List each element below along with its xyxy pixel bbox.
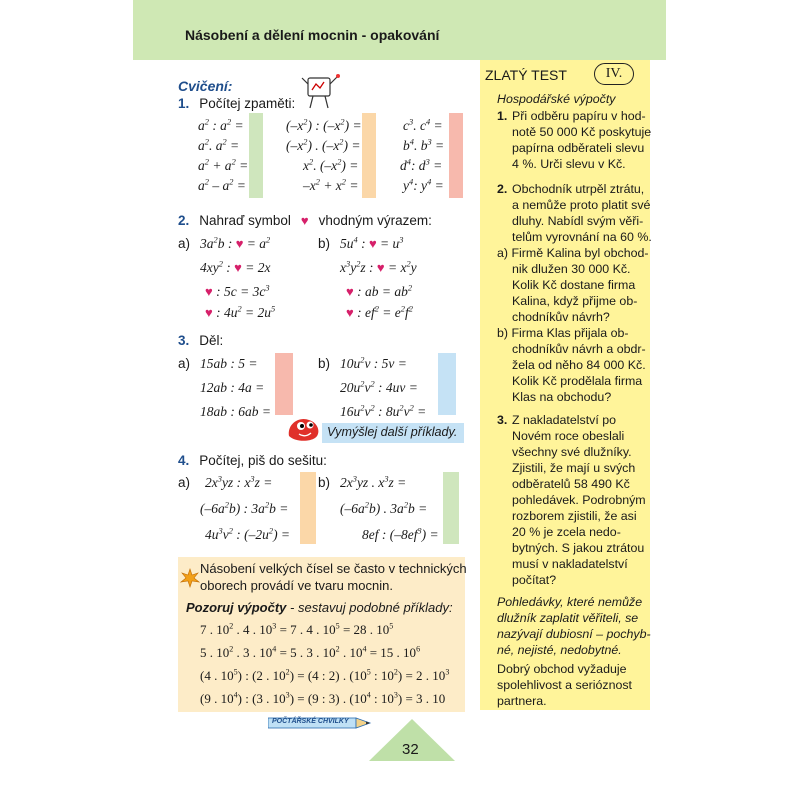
exercise-number: 3. [178, 333, 190, 348]
expression: $(-6a^2b)$ . $3a^2b$ = [340, 500, 428, 516]
red-creature-icon [285, 414, 325, 444]
answer-box-green [249, 113, 263, 198]
exercise-2-heading [178, 212, 432, 230]
answer-box-green [443, 472, 459, 544]
expression: $16u^2v^2$ : $8u^2v^2$ = [340, 403, 427, 419]
part-label-b: b) [318, 236, 331, 251]
expression: $-x^2 + x^2$ = [303, 177, 359, 193]
exercises-title: Cvičení: [178, 78, 233, 94]
question-3: Z nakladatelství po Novém roce obeslali všechny své dlužníky. Zjistili, že mají u svých odběratelů 58 490 Kč pohledávek. Podrobným rozborem zjistili, že asi 20 % je zcela nedo- bytných. S jakou ztrátou musí v nakladatelství počítat? [512, 413, 646, 587]
expression: $a^2 + a^2$ = [198, 157, 249, 173]
exercise-number: 2. [178, 213, 190, 228]
golden-subtitle: Hospodářské výpočty [497, 92, 616, 106]
expression: 15ab : 5 = [200, 356, 258, 371]
question-2a: a) Firmě Kalina byl obchod- nik dlužen 30 000 Kč. Kolik Kč dostane firma Kalina, když přijme ob- chodníkův návrh? [497, 246, 649, 324]
expression: $20u^2v^2$ : 4uv = [340, 379, 418, 395]
info-text: Násobení velkých čísel se často v technických [200, 561, 467, 576]
exercise-text: Počítej zpaměti: [199, 96, 296, 111]
expression: $b^4$. $b^3$ = [403, 137, 445, 153]
part-label-a: a) [178, 236, 191, 251]
exercise-number: 1. [178, 96, 190, 111]
calc-line: (4 . $10^5$) : (2 . $10^2) = (4$ : 2) . ($10^5$ : $10^2) = 2$ . $10^3$ [200, 667, 450, 683]
golden-note: Pohledávky, které nemůže dlužník zaplatit věřiteli, se nazývají dubiosní – pochyb- né, nejisté, nedobytné. [497, 595, 651, 657]
golden-test-roman: IV. [594, 63, 634, 85]
calc-line: 7 . $10^2$ . 4 . $10^3 = 7$ . 4 . $10^5 = 28$ . $10^5$ [200, 621, 394, 637]
expression: $2x^3yz$ . $x^3z$ = [340, 474, 407, 490]
expression: $d^4$: $d^3$ = [400, 157, 443, 173]
expression: ♥ : $ef^2 = e^2f^2$ [346, 304, 413, 320]
page-title: Násobení a dělení mocnin - opakování [185, 27, 440, 43]
expression: $5u^4$ : ♥ = $u^3$ [340, 235, 404, 251]
star-burst-icon [180, 568, 200, 588]
expression: ♥ : $5c = 3c^3$ [205, 283, 270, 299]
part-label-b: b) [318, 356, 331, 371]
expression: $a^2$. $a^2$ = [198, 137, 240, 153]
expression: $x^2$. $(-x^2)$ = [303, 157, 359, 173]
observe-heading [186, 600, 453, 615]
expression: $x^3y^2z$ : ♥ = $x^2y$ [340, 259, 417, 275]
exercise-text: Nahraď symbol [199, 213, 291, 228]
expression: $4xy^2$ : ♥ = 2x [200, 259, 271, 275]
expression: $(-x^2)$ : $(-x^2)$ = [286, 117, 362, 133]
expression: 18ab : 6ab = [200, 404, 271, 419]
answer-box-orange [300, 472, 316, 544]
question-2: Obchodník utrpěl ztrátu, a nemůže proto platit své dluhy. Nabídl svým věři- telům vyrovnání na 60 %. [512, 182, 652, 244]
expression: 8ef : $(-8ef^3)$ = [362, 526, 439, 542]
part-label-b: b) [318, 475, 331, 490]
answer-box-pink [275, 353, 293, 415]
expression: $(-x^2)$ . $(-x^2)$ = [286, 137, 361, 153]
expression: $4u^3v^2$ : $(-2u^2)$ = [205, 526, 291, 542]
calc-line: (9 . $10^4$) : (3 . $10^3) = (9$ : 3) . ($10^4$ : $10^3) = 3$ . 10 [200, 690, 446, 706]
tv-mascot-icon [300, 72, 342, 112]
page-number: 32 [402, 741, 419, 758]
exercise-4-heading [178, 452, 327, 470]
expression: $c^3$. $c^4$ = [403, 117, 443, 133]
question-number: 1. [497, 109, 508, 123]
question-number: 3. [497, 413, 508, 427]
expression: ♥ : ab = $ab^2$ [346, 283, 413, 299]
invent-box [322, 423, 464, 443]
exercise-3-heading [178, 332, 223, 350]
invent-text: Vymýšlej další příklady. [327, 425, 458, 439]
part-label-a: a) [178, 356, 191, 371]
expression: $10u^2v$ : 5v = [340, 355, 407, 371]
observe-title: Pozoruj výpočty [186, 600, 287, 615]
expression: $2x^3yz$ : $x^3z$ = [205, 474, 273, 490]
expression: $a^2$ : $a^2$ = [198, 117, 244, 133]
observe-rest: - sestavuj podobné příklady: [286, 600, 453, 615]
pencil-label: POČTÁŘSKÉ CHVILKY [272, 718, 349, 725]
exercise-1-heading [178, 95, 295, 113]
expression: $(-6a^2b)$ : $3a^2b$ = [200, 500, 289, 516]
question-number: 2. [497, 182, 508, 196]
exercise-number: 4. [178, 453, 190, 468]
golden-final: Dobrý obchod vyžaduje spolehlivost a serióznost partnera. [497, 662, 632, 708]
expression: $y^4$: $y^4$ = [403, 177, 444, 193]
answer-box-blue [438, 353, 456, 415]
expression: $a^2 - a^2$ = [198, 177, 246, 193]
answer-box-pink [449, 113, 463, 198]
calc-line: 5 . $10^2$ . 3 . $10^4 = 5$ . 3 . $10^2$ . $10^4 = 15$ . $10^6$ [200, 644, 421, 660]
exercise-text: vhodným výrazem: [318, 213, 432, 228]
expression: ♥ : $4u^2 = 2u^5$ [205, 304, 276, 320]
part-label-a: a) [178, 475, 191, 490]
question-2b: b) Firma Klas přijala ob- chodníkův návrh a obdr- žela od něho 84 000 Kč. Kolik Kč prodělala firma Klas na obchodu? [497, 326, 646, 404]
expression: $3a^2b$ : ♥ = $a^2$ [200, 235, 271, 251]
heart-icon: ♥ [300, 213, 309, 228]
info-text: oborech provádí ve tvaru mocnin. [200, 578, 393, 593]
question-1: Při odběru papíru v hod- notě 50 000 Kč poskytuje papírna odběrateli slevu 4 %. Urči slevu v Kč. [512, 109, 652, 171]
exercise-text: Počítej, piš do sešitu: [199, 453, 327, 468]
expression: 12ab : 4a = [200, 380, 265, 395]
golden-test-title: ZLATÝ TEST [485, 67, 567, 83]
answer-box-orange [362, 113, 376, 198]
exercise-text: Děl: [199, 333, 224, 348]
